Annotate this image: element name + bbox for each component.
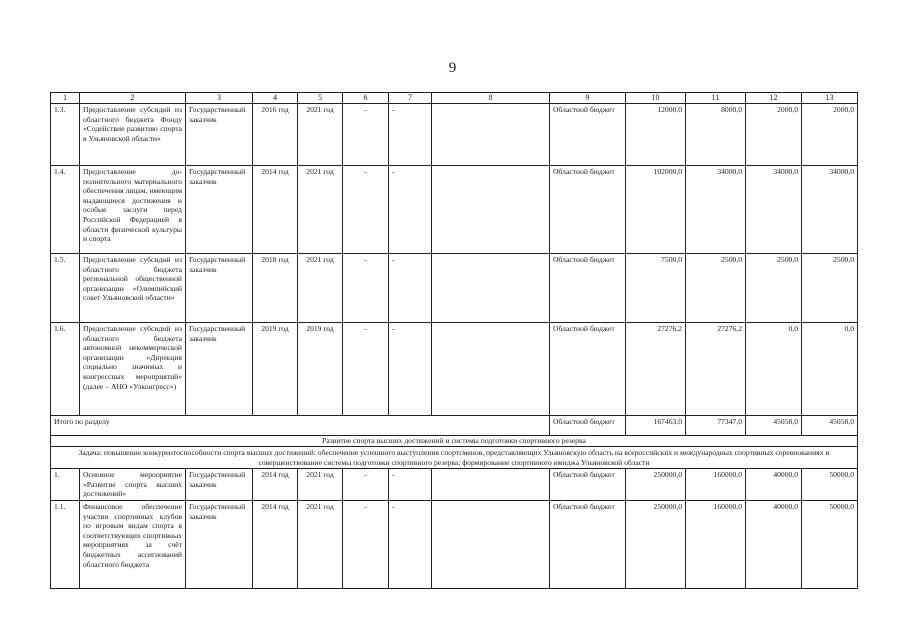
funding-source: Областной бюджет: [550, 500, 626, 588]
amount-year: 77347,0: [686, 416, 746, 436]
amount-year: 2000,0: [746, 104, 802, 166]
empty-cell: [432, 469, 550, 501]
start-year: 2018 год: [253, 254, 298, 323]
page-number: 9: [448, 60, 457, 76]
funding-source: Областной бюджет: [550, 166, 626, 254]
indicator-cell: -: [343, 104, 389, 166]
indicator-cell: -: [343, 254, 389, 323]
section-title-row: [51, 436, 858, 447]
executor-cell: Государственный заказчик: [186, 323, 253, 416]
table-row: [51, 500, 858, 588]
empty-cell: [432, 323, 550, 416]
table-row: [51, 469, 858, 501]
table-body: [51, 93, 858, 589]
start-year: 2014 год: [253, 469, 298, 501]
total-row: [51, 416, 858, 436]
executor-cell: Государственный заказчик: [186, 166, 253, 254]
amount-year: 40000,0: [746, 469, 802, 501]
start-year: 2016 год: [253, 104, 298, 166]
row-number: 1.: [51, 469, 80, 501]
row-number: 1.5.: [51, 254, 80, 323]
empty-cell: [432, 500, 550, 588]
measure-name: Финансовое обеспечение участия спортивных клубов по игровым видам спорта в соответствующих спортивных мероприятиях за счёт бюджетных ассигнований областного бюджета: [80, 500, 186, 588]
empty-cell: [432, 254, 550, 323]
executor-cell: Государственный заказчик: [186, 500, 253, 588]
amount-total: 7500,0: [626, 254, 686, 323]
col-header: 8: [432, 93, 550, 104]
indicator-cell: -: [343, 500, 389, 588]
measure-name: Предоставление дополнительного материального обеспечения лицам, имеющим выдающиеся достижения и особые заслуги перед Российской Федерацией в области физической культуры и спорта: [80, 166, 186, 254]
amount-total: 250000,0: [626, 500, 686, 588]
row-number: 1.1.: [51, 500, 80, 588]
funding-source: Областной бюджет: [550, 469, 626, 501]
amount-total: 102000,0: [626, 166, 686, 254]
funding-source: Областной бюджет: [550, 104, 626, 166]
col-header: 6: [343, 93, 389, 104]
table-row: [51, 104, 858, 166]
indicator-value: -: [389, 104, 432, 166]
amount-total: 12000,0: [626, 104, 686, 166]
amount-total: 167463,0: [626, 416, 686, 436]
section-title: Развитие спорта высших достижений и системы подготовки спортивного резерва: [51, 436, 858, 447]
measure-name: Основное мероприятие «Развитие спорта высших достижений»: [80, 469, 186, 501]
indicator-value: -: [389, 500, 432, 588]
funding-source: Областной бюджет: [550, 323, 626, 416]
amount-year: 0,0: [746, 323, 802, 416]
amount-year: 45058,0: [802, 416, 858, 436]
amount-year: 50000,0: [802, 469, 858, 501]
col-header: 3: [186, 93, 253, 104]
amount-year: 160000,0: [686, 469, 746, 501]
amount-year: 160000,0: [686, 500, 746, 588]
empty-cell: [432, 166, 550, 254]
amount-year: 34000,0: [746, 166, 802, 254]
start-year: 2014 год: [253, 500, 298, 588]
col-header: 10: [626, 93, 686, 104]
amount-year: 8000,0: [686, 104, 746, 166]
col-header: 5: [298, 93, 343, 104]
end-year: 2019 год: [298, 323, 343, 416]
amount-year: 27276,2: [686, 323, 746, 416]
amount-year: 45058,0: [746, 416, 802, 436]
amount-year: 34000,0: [802, 166, 858, 254]
amount-year: 2500,0: [802, 254, 858, 323]
executor-cell: Государственный заказчик: [186, 254, 253, 323]
col-header: 4: [253, 93, 298, 104]
col-header: 2: [80, 93, 186, 104]
col-header: 9: [550, 93, 626, 104]
col-header: 12: [746, 93, 802, 104]
amount-total: 27276,2: [626, 323, 686, 416]
start-year: 2019 год: [253, 323, 298, 416]
indicator-value: -: [389, 254, 432, 323]
col-header: 13: [802, 93, 858, 104]
amount-year: 40000,0: [746, 500, 802, 588]
task-row: [51, 447, 858, 469]
end-year: 2021 год: [298, 166, 343, 254]
task-text: Задача: повышение конкурентоспособности спорта высших достижений: обеспечение успешного выступления спортсменов, представляющих Ульяновскую область на всероссийских и международных спортивных соревнованиях и совершенствование системы подготовки спортивного резерва; формирование спортивного имиджа Ульяновской области: [51, 447, 858, 469]
end-year: 2021 год: [298, 500, 343, 588]
col-header: 11: [686, 93, 746, 104]
funding-source: Областной бюджет: [550, 254, 626, 323]
executor-cell: Государственный заказчик: [186, 469, 253, 501]
empty-cell: [432, 104, 550, 166]
amount-year: 2500,0: [686, 254, 746, 323]
program-table: [50, 92, 858, 589]
amount-total: 250000,0: [626, 469, 686, 501]
indicator-value: -: [389, 469, 432, 501]
row-number: 1.3.: [51, 104, 80, 166]
amount-year: 2500,0: [746, 254, 802, 323]
start-year: 2014 год: [253, 166, 298, 254]
indicator-value: -: [389, 323, 432, 416]
end-year: 2021 год: [298, 254, 343, 323]
end-year: 2021 год: [298, 469, 343, 501]
table-row: [51, 254, 858, 323]
amount-year: 0,0: [802, 323, 858, 416]
end-year: 2021 год: [298, 104, 343, 166]
col-header: 7: [389, 93, 432, 104]
measure-name: Предоставление субсидий из областного бюджета Фонду «Содействие развитию спорта в Ульяновской области»: [80, 104, 186, 166]
row-number: 1.6.: [51, 323, 80, 416]
table-row: [51, 323, 858, 416]
measure-name: Предоставление субсидий из областного бюджета автономной некоммерческой организации «Дирекция социально значимых и конгрессных мероприятий» (далее – АНО «Улконгресс»): [80, 323, 186, 416]
amount-year: 50000,0: [802, 500, 858, 588]
executor-cell: Государственный заказчик: [186, 104, 253, 166]
table-row: [51, 166, 858, 254]
col-header: 1: [51, 93, 80, 104]
amount-year: 34000,0: [686, 166, 746, 254]
funding-source: Областной бюджет: [550, 416, 626, 436]
table-header-row: [51, 93, 858, 104]
row-number: 1.4.: [51, 166, 80, 254]
amount-year: 2000,0: [802, 104, 858, 166]
indicator-cell: -: [343, 323, 389, 416]
indicator-value: -: [389, 166, 432, 254]
indicator-cell: -: [343, 166, 389, 254]
total-label: Итого по разделу: [51, 416, 550, 436]
measure-name: Предоставление субсидий из областного бюджета региональной общественной организации «Олимпийский совет Ульяновской области»: [80, 254, 186, 323]
indicator-cell: -: [343, 469, 389, 501]
